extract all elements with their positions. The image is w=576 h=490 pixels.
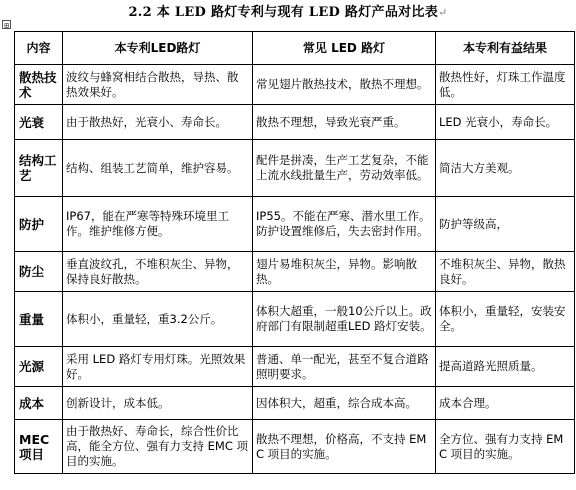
patent-cell: 采用 LED 路灯专用灯珠。光照效果好。 [63,347,253,387]
table-row [15,420,575,474]
result-cell: 散热性好，灯珠工作温度低。 [436,65,575,105]
result-cell: 不堆积灰尘、异物，散热良好。 [436,252,575,292]
row-category-cell: 防护 [15,197,63,252]
patent-cell: 创新设计，成本低。 [63,387,253,420]
header-cell-common: 常见 LED 路灯 [253,32,436,65]
patent-cell: IP67，能在严寒等特殊环境里工作。维护维修方便。 [63,197,253,252]
comparison-table [14,31,575,474]
result-cell: 体积小，重量轻，安装安全。 [436,292,575,347]
common-led-cell: 常见翅片散热技术，散热不理想。 [253,65,436,105]
row-category-cell: 光源 [15,347,63,387]
result-cell: 简洁大方美观。 [436,140,575,197]
common-led-cell: 散热不理想，价格高，不支持 EMC 项目的实施。 [253,420,436,474]
patent-cell: 波纹与蜂窝相结合散热，导热、散热效果好。 [63,65,253,105]
common-led-cell: IP55。不能在严寒、潜水里工作。防护设置维修后，失去密封作用。 [253,197,436,252]
table-row [15,197,575,252]
table-row [15,347,575,387]
result-cell: 全方位、强有力支持 EMC 项目的实施。 [436,420,575,474]
row-category-cell: 光衰 [15,105,63,140]
patent-cell: 结构、组装工艺简单，维护容易。 [63,140,253,197]
common-led-cell: 配件是拼凑，生产工艺复杂，不能上流水线批量生产，劳动效率低。 [253,140,436,197]
result-cell: LED 光衰小，寿命长。 [436,105,575,140]
row-category-cell: 结构工艺 [15,140,63,197]
row-category-cell: 散热技术 [15,65,63,105]
table-row [15,140,575,197]
result-cell: 防护等级高， [436,197,575,252]
patent-cell: 由于散热好，光衰小、寿命长。 [63,105,253,140]
caption-text: 2.2 本 LED 路灯专利与现有 LED 路灯产品对比表 [128,5,439,20]
table-row [15,105,575,140]
patent-cell: 体积小，重量轻，重3.2公斤。 [63,292,253,347]
table-row [15,252,575,292]
row-category-cell: 成本 [15,387,63,420]
common-led-cell: 普通、单一配光，甚至不复合道路照明要求。 [253,347,436,387]
header-cell-content: 内容 [15,32,63,65]
common-led-cell: 体积大超重，一般10公斤以上。政府部门有限制超重LED 路灯安装。 [253,292,436,347]
header-cell-patent: 本专利LED路灯 [63,32,253,65]
table-move-handle-icon[interactable]: ⊞ [2,20,11,29]
table-row [15,65,575,105]
result-cell: 提高道路光照质量。 [436,347,575,387]
paragraph-mark-icon: ↵ [438,6,448,19]
table-caption [0,4,576,22]
header-row [15,32,575,65]
table-row [15,292,575,347]
patent-cell: 由于散热好、寿命长，综合性价比高，能全方位、强有力支持 EMC 项目的实施。 [63,420,253,474]
common-led-cell: 散热不理想，导致光衰严重。 [253,105,436,140]
common-led-cell: 翅片易堆积灰尘，异物。影响散热。 [253,252,436,292]
row-category-cell: 防尘 [15,252,63,292]
result-cell: 成本合理。 [436,387,575,420]
patent-cell: 垂直波纹孔，不堆积灰尘、异物，保持良好散热。 [63,252,253,292]
row-category-cell: MEC 项目 [15,420,63,474]
common-led-cell: 因体积大，超重，综合成本高。 [253,387,436,420]
table-row [15,387,575,420]
header-cell-result: 本专利有益结果 [436,32,575,65]
row-category-cell: 重量 [15,292,63,347]
